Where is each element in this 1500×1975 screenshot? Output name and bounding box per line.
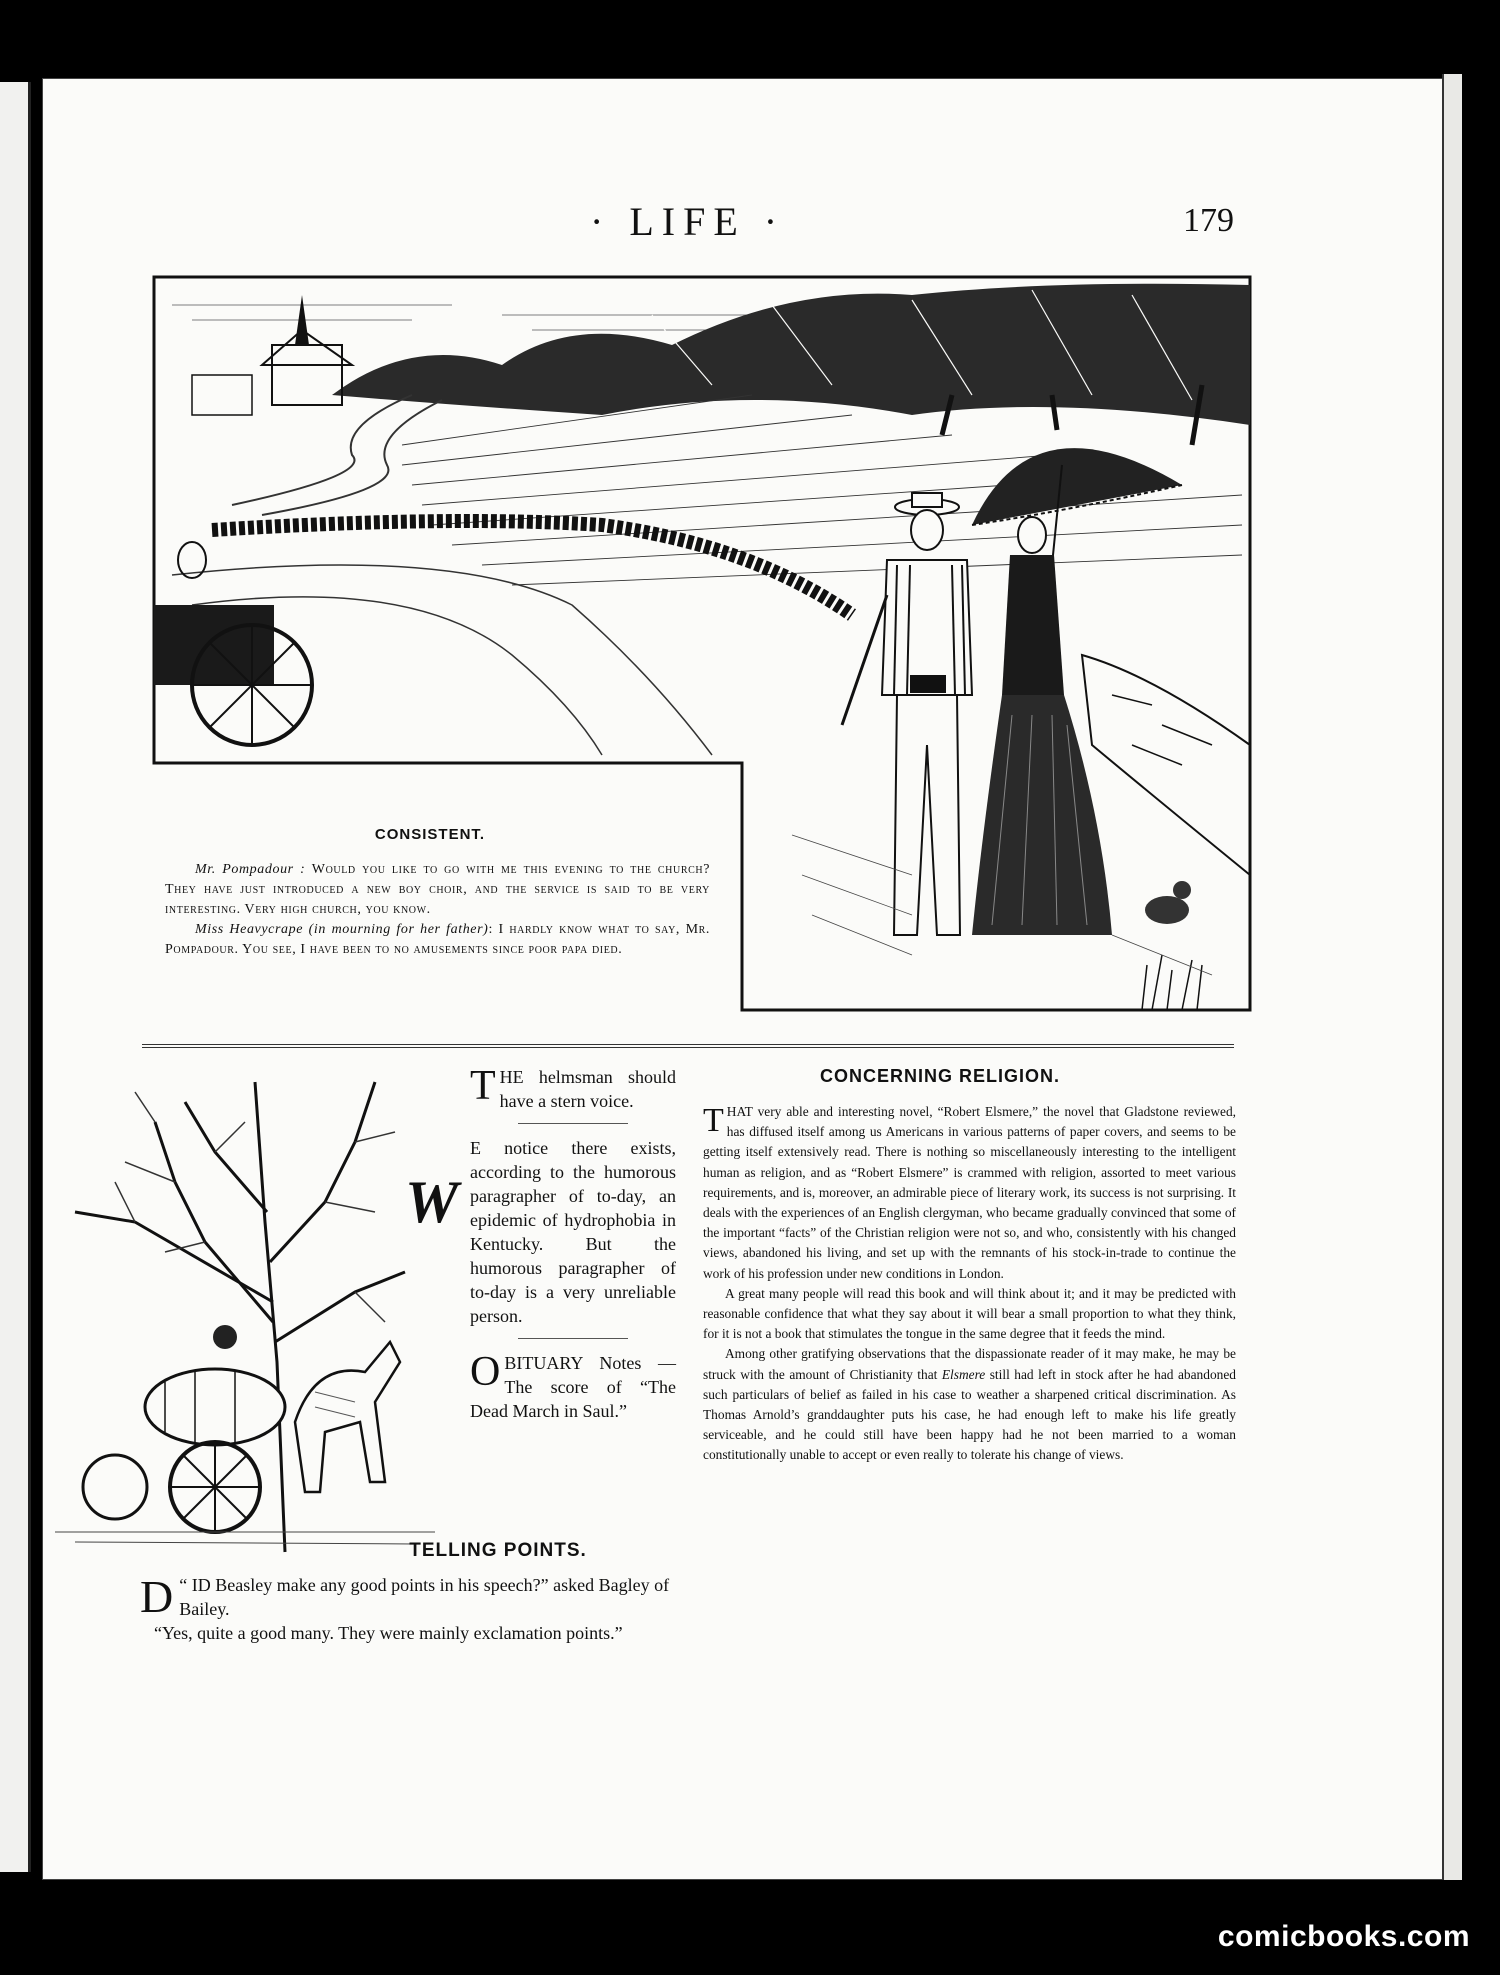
telling-points-body (140, 1573, 678, 1645)
t-dropcap: T (470, 1063, 496, 1109)
religion-p1-text: HAT very able and interesting novel, “Robert Elsmere,” the novel that Gladstone reviewed, has diffused itself among us Americans in various patterns of paper covers, and seems to be getting itself extensively read. There is nothing so miscellaneously interesting to the intelligent human as religion, and as “Robert Elsmere” is crammed with religion, assorted to meet various requirements, and is, moreover, an admirable piece of literary work, its success is not surprising. It deals with the experiences of an English clergyman, who became gradually convinced that some of the important “facts” of the Christian religion were not so, and who, consistently with his changed views, abandoned his living, and set up with the remnants of his stock-in-trade to continue the work of his profession under new conditions in London. (703, 1104, 1236, 1281)
concerning-religion-title: CONCERNING RELIGION. (819, 1066, 1060, 1086)
page-edge (1442, 74, 1462, 1880)
obituary-text: BITUARY Notes —The score of “The Dead March in Saul.” (470, 1353, 676, 1421)
religion-paragraph-3 (703, 1344, 1236, 1465)
obituary-paragraph (470, 1351, 676, 1423)
short-divider (518, 1338, 628, 1339)
religion-p3-b: still had left in stock after he had abandoned such particulars of belief as failed in his case to weather a sharpened critical discrimination. As Thomas Arnold’s granddaughter puts his case, he had enough left to make his life greatly serviceable, and he could still have been happy had he not been married to a woman constitutionally unable to accept or even really to tolerate his change of views. (703, 1366, 1236, 1463)
previous-page-edge (0, 82, 31, 1872)
cartoon-dialogue (165, 860, 710, 960)
religion-p3-italic: Elsmere (941, 1366, 986, 1382)
pompadour-text: Would you like to go with me this evening to the church? They have just introduced a new boy choir, and the service is said to be very interesting. Very high church, you know. (165, 862, 711, 917)
telling-text-1: ID Beasley make any good points in his speech?” asked Bagley of Bailey. (179, 1575, 670, 1619)
t-dropcap-religion: T (703, 1102, 724, 1139)
telling-points-title: TELLING POINTS. (409, 1540, 587, 1561)
masthead: · LIFE · (590, 199, 786, 244)
section-divider (142, 1044, 1234, 1048)
religion-p3-a: Among other gratifying observations that the dispassionate reader of it may make, he may be struck with the amount of Christianity that (703, 1346, 1236, 1382)
page-number: 179 (1183, 202, 1234, 239)
w-dropcap: W (405, 1169, 459, 1235)
watermark: comicbooks.com (1217, 1920, 1470, 1953)
hydrophobia-paragraph (470, 1136, 676, 1328)
heavycrape-text: : I hardly know what to say, Mr. Pompadour. You see, I have been to no amusements since poor papa died. (165, 922, 710, 957)
o-dropcap: O (470, 1349, 501, 1395)
hydrophobia-text: E notice there exists, according to the humorous paragrapher of to-day, an epidemic of hydrophobia in Kentucky. But the humorous paragrapher of to-day is a very unreliable person. (470, 1138, 676, 1326)
concerning-religion-body (703, 1102, 1236, 1466)
telling-line-2: “Yes, quite a good many. They were mainly exclamation points.” (154, 1623, 623, 1643)
heavycrape-line (165, 920, 710, 960)
helmsman-text: HE helmsman should have a stern voice. (499, 1067, 676, 1111)
speaker-note: (in mourning for her father) (308, 922, 489, 937)
religion-paragraph-1 (703, 1102, 1236, 1284)
d-dropcap: D (140, 1571, 174, 1622)
tree-cart-illustration (55, 1062, 435, 1554)
speaker-pompadour: Mr. Pompadour : (195, 862, 306, 877)
middle-column (470, 1065, 676, 1433)
open-quote: “ (179, 1575, 188, 1595)
religion-paragraph-2: A great many people will read this book and will think about it; and it may be predicted with reasonable confidence that what they say about it will bear a small proportion to what they think, for it is not a book that stimulates the tongue in the same degree that it feeds the mind. (703, 1285, 1236, 1342)
telling-line-1 (140, 1573, 678, 1621)
speaker-heavycrape: Miss Heavycrape (195, 922, 304, 937)
cartoon-title: CONSISTENT. (374, 826, 486, 843)
pompadour-line (165, 860, 710, 920)
helmsman-paragraph (470, 1065, 676, 1113)
short-divider (518, 1123, 628, 1124)
